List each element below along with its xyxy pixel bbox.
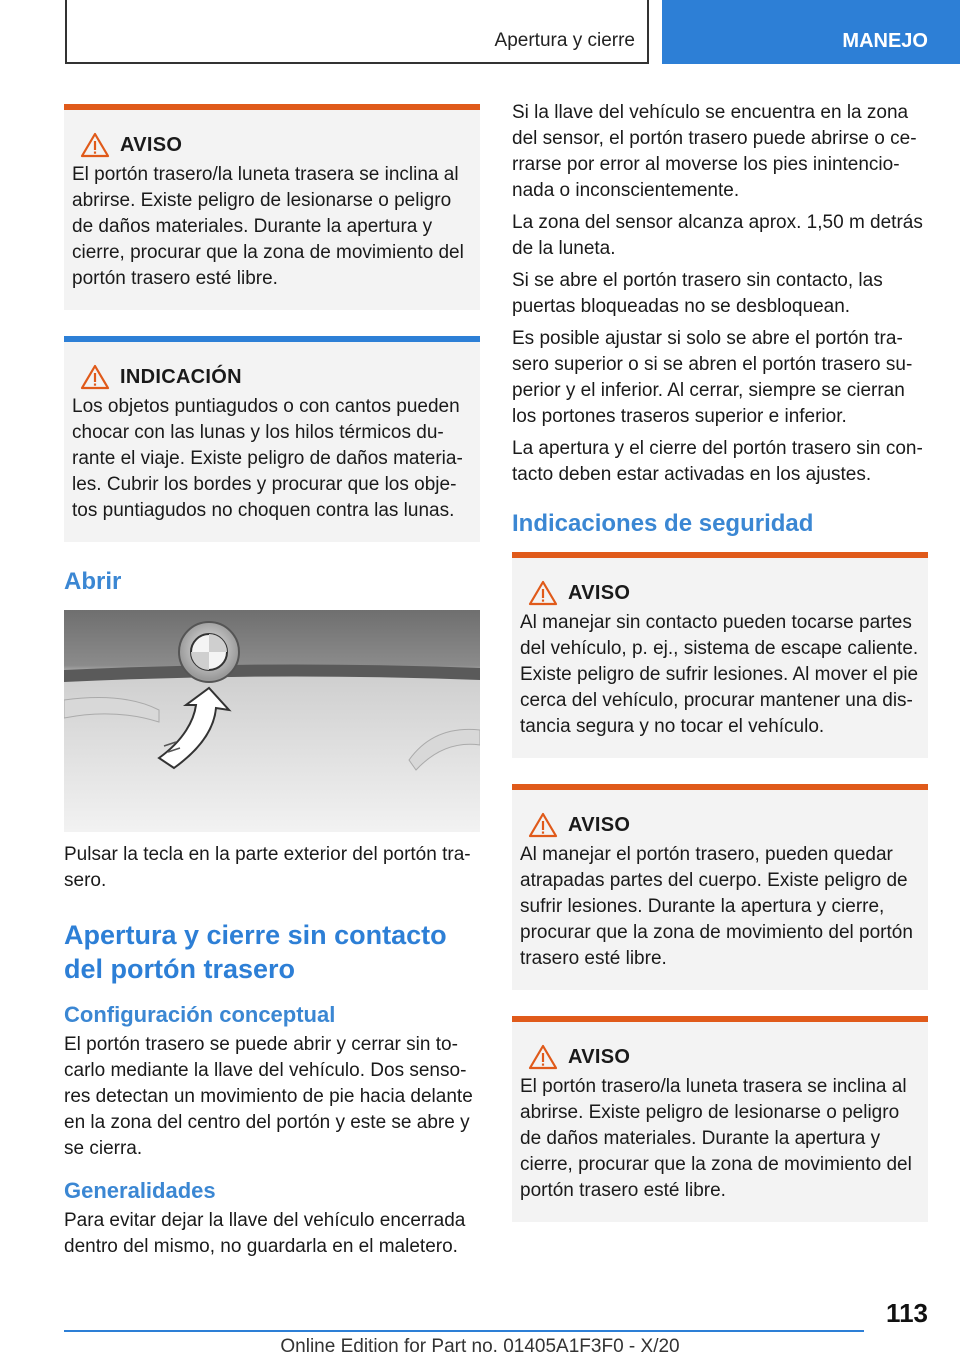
section-heading-safety: Indicaciones de seguridad	[512, 510, 814, 537]
notice-title: AVISO	[568, 1045, 631, 1068]
warning-triangle-icon	[80, 364, 110, 390]
warning-notice	[64, 104, 480, 310]
warning-triangle-icon	[528, 1044, 558, 1070]
notice-text: El portón trasero/la luneta trasera se inclina al abrirse. Existe peligro de lesionarse o peligro de daños materiales. Durante la apertura y cierre, procurar que la zona de movimiento del portón trasero esté libre.	[520, 1076, 912, 1201]
warning-triangle-icon	[528, 812, 558, 838]
general-text: Para evitar dejar la llave del vehículo encerrada dentro del mismo, no guardarla en el maletero.	[64, 1210, 466, 1257]
footer-edition-text: Online Edition for Part no. 01405A1F3F0 - X/20	[280, 1336, 680, 1357]
notice-title: INDICACIÓN	[120, 365, 242, 388]
open-instruction: Pulsar la tecla en la parte exterior del portón trasero.	[64, 844, 471, 891]
tailgate-illustration	[64, 610, 480, 832]
subheading-concept: Configuración conceptual	[64, 1002, 336, 1027]
notice-text: El portón trasero/la luneta trasera se inclina al abrirse. Existe peligro de lesionarse o peligro de daños materiales. Durante la apertura y cierre, procurar que la zona de movimiento del portón trasero esté libre.	[72, 164, 464, 289]
paragraph: Si la llave del vehículo se encuentra en la zona del sensor, el portón trasero puede abrirse o cerrarse por error al moverse los pies inintencionada o inconscientemente.	[512, 102, 917, 201]
header-title: Apertura y cierre	[494, 30, 635, 51]
warning-notice	[512, 552, 928, 758]
notice-title: AVISO	[568, 581, 631, 604]
warning-triangle-icon	[80, 132, 110, 158]
left-column	[64, 104, 480, 1266]
footer-divider	[64, 1330, 864, 1332]
section-heading-abrir: Abrir	[64, 568, 122, 595]
notice-text: Al manejar sin contacto pueden tocarse partes del vehículo, p. ej., sistema de escape caliente. Existe peligro de sufrir lesiones. Al mover el pie cerca del vehículo, procurar mantener una distancia segura y no tocar el vehículo.	[520, 612, 919, 737]
notice-text: Al manejar el portón trasero, pueden quedar atrapadas partes del cuerpo. Existe peligro de sufrir lesiones. Durante la apertura y cierre, procurar que la zona de movimiento del portón trasero esté libre.	[520, 844, 913, 969]
header-frame	[65, 0, 649, 64]
warning-notice	[512, 784, 928, 990]
tab-manejo[interactable]: MANEJO	[662, 0, 960, 64]
notice-title: AVISO	[120, 133, 183, 156]
right-column	[512, 100, 928, 1248]
info-notice	[64, 336, 480, 542]
notice-text: Los objetos puntiagudos o con cantos pueden chocar con las lunas y los hilos térmicos durante el viaje. Existe peligro de daños materiales. Cubrir los bordes y procurar que los objetos puntiagudos no choquen contra las lunas.	[72, 396, 463, 521]
warning-notice	[512, 1016, 928, 1222]
concept-text: El portón trasero se puede abrir y cerrar sin tocarlo mediante la llave del vehículo. Dos sensores detectan un movimiento de pie hacia delante en la zona del centro del portón y este se abre y se cierra.	[64, 1034, 473, 1159]
paragraph: Es posible ajustar si solo se abre el portón trasero superior o si se abren el portón trasero superior y el inferior. Al cerrar, siempre se cierran los portones traseros superior e inferior.	[512, 328, 913, 427]
paragraph: La zona del sensor alcanza aprox. 1,50 m detrás de la luneta.	[512, 212, 923, 259]
paragraph: La apertura y el cierre del portón trasero sin contacto deben estar activadas en los ajustes.	[512, 438, 923, 485]
heading-contactless: Apertura y cierre sin contacto del portón trasero	[64, 920, 447, 984]
paragraph: Si se abre el portón trasero sin contacto, las puertas bloqueadas no se desbloquean.	[512, 270, 883, 317]
subheading-general: Generalidades	[64, 1178, 216, 1203]
notice-title: AVISO	[568, 813, 631, 836]
warning-triangle-icon	[528, 580, 558, 606]
tailgate-button-photo	[64, 610, 480, 832]
page-number: 113	[886, 1298, 928, 1328]
